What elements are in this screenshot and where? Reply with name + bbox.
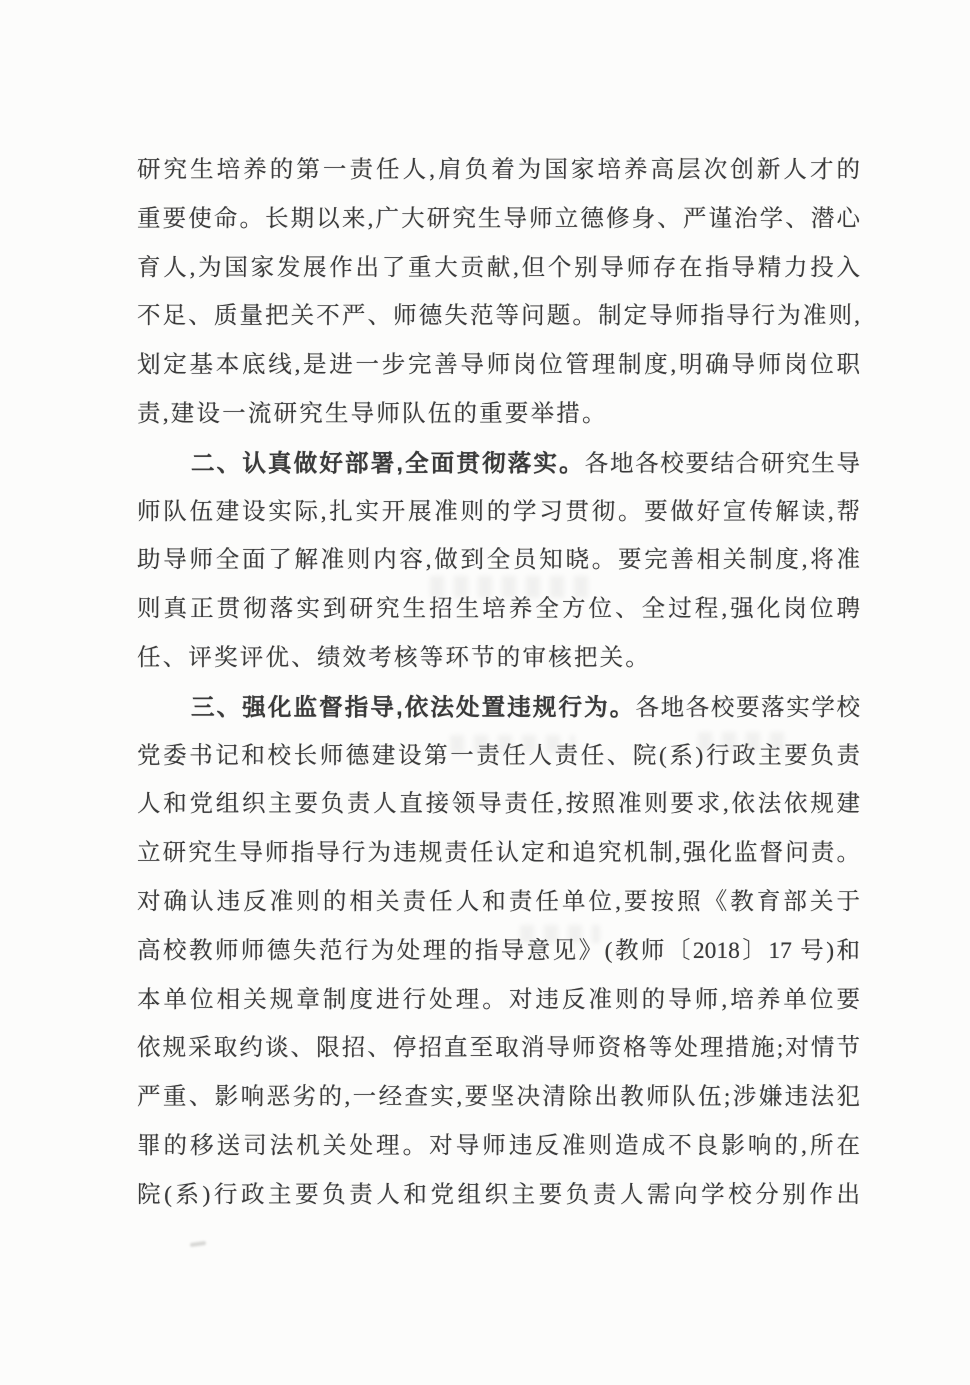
section-heading-3: 三、强化监督指导,依法处置违规行为。 <box>191 693 636 720</box>
text-line: 依规采取约谈、限招、停招直至取消导师资格等处理措施;对情节 <box>137 1035 860 1062</box>
text-line: 本单位相关规章制度进行处理。对违反准则的导师,培养单位要 <box>137 986 860 1013</box>
text-line: 人和党组织主要负责人直接领导责任,按照准则要求,依法依规建 <box>137 791 860 818</box>
bleed-through-artifact <box>698 732 793 752</box>
text-segment: 各地各校要结合研究生导 <box>584 450 860 477</box>
text-line: 责,建设一流研究生导师队伍的重要举措。 <box>137 400 608 427</box>
text-line <box>137 439 860 488</box>
bleed-through-artifact <box>520 925 600 943</box>
text-line: 高校教师师德失范行为处理的指导意见》(教师〔2018〕17 号)和 <box>137 937 860 964</box>
text-line: 立研究生导师指导行为违规责任认定和追究机制,强化监督问责。 <box>137 840 860 867</box>
text-line: 不足、质量把关不严、师德失范等问题。制定导师指导行为准则, <box>137 303 860 330</box>
text-line: 严重、影响恶劣的,一经查实,要坚决清除出教师队伍;涉嫌违法犯 <box>137 1084 860 1111</box>
section-heading-2: 二、认真做好部署,全面贯彻落实。 <box>191 449 585 476</box>
document-body <box>137 146 860 1220</box>
text-line: 师队伍建设实际,扎实开展准则的学习贯彻。要做好宣传解读,帮 <box>137 498 860 525</box>
text-line: 党委书记和校长师德建设第一责任人责任、院(系)行政主要负责 <box>137 742 860 769</box>
text-line: 对确认违反准则的相关责任人和责任单位,要按照《教育部关于 <box>137 888 860 915</box>
text-line: 育人,为国家发展作出了重大贡献,但个别导师存在指导精力投入 <box>137 254 860 281</box>
scan-speck-artifact <box>190 1241 206 1247</box>
text-line: 则真正贯彻落实到研究生招生培养全方位、全过程,强化岗位聘 <box>137 596 860 623</box>
text-line: 助导师全面了解准则内容,做到全员知晓。要完善相关制度,将准 <box>137 547 860 574</box>
text-line: 重要使命。长期以来,广大研究生导师立德修身、严谨治学、潜心 <box>137 205 860 232</box>
text-line: 研究生培养的第一责任人,肩负着为国家培养高层次创新人才的 <box>137 157 860 183</box>
text-line: 任、评奖评优、绩效考核等环节的审核把关。 <box>137 644 651 671</box>
bleed-through-artifact <box>450 735 575 753</box>
text-segment: 各地各校要落实学校 <box>635 694 860 721</box>
text-line: 罪的移送司法机关处理。对导师违反准则造成不良影响的,所在 <box>137 1132 860 1159</box>
text-line: 院(系)行政主要负责人和党组织主要负责人需向学校分别作出 <box>137 1181 860 1208</box>
bleed-through-artifact <box>430 576 590 598</box>
text-line: 划定基本底线,是进一步完善导师岗位管理制度,明确导师岗位职 <box>137 352 860 379</box>
text-line <box>137 683 860 732</box>
